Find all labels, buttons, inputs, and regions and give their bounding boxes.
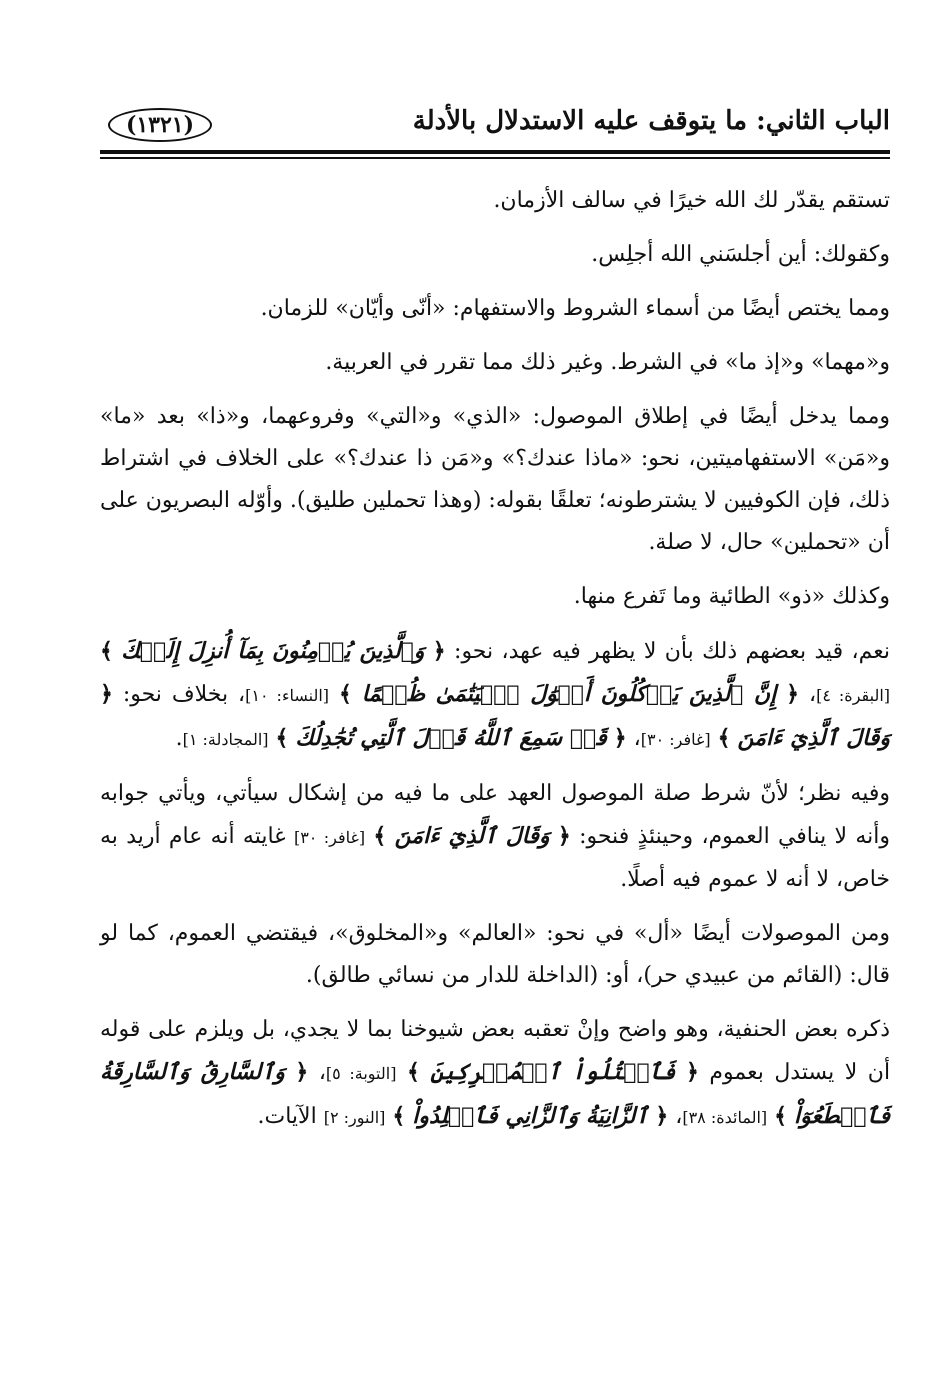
paragraph-10-text-before: ذكره بعض الحنفية، وهو واضح وإنْ تعقبه بعض شيوخنا بما لا يجدي، بل ويلزم على قوله أن لا يستدل بعموم: [100, 1017, 891, 1085]
verse-reference: [المائدة: ٣٨]: [682, 1108, 768, 1127]
chapter-title: الباب الثاني: ما يتوقف عليه الاستدلال بالأدلة: [412, 106, 890, 136]
ornate-bracket-open: ﴿: [613, 725, 627, 751]
ornate-bracket-close: ﴾: [717, 725, 731, 751]
ornate-bracket-open: ﴿: [432, 638, 446, 664]
paragraph-5: ومما يدخل أيضًا في إطلاق الموصول: «الذي» و«التي» وفروعهما، و«ذا» بعد «ما» و«مَن» الاستفهاميتين، نحو: «ماذا عندك؟» و«مَن ذا عندك؟» على الخلاف في اشتراط ذلك، فإن الكوفيين لا يشترطونه؛ تعلقًا بقوله: (وهذا تحملين طليق). وأوّله البصريون على أن «تحملين» حال، لا صلة.: [99, 404, 890, 555]
quran-verse: إِنَّ ٱلَّذِينَ يَأۡكُلُونَ أَمۡوَٰلَ ٱلۡيَتَٰمَىٰ ظُلۡمًا: [361, 681, 777, 707]
verse-reference: [المجادلة: ١]: [182, 730, 269, 749]
paragraph-8: [100, 773, 890, 901]
paragraph-7-text: نعم، قيد بعضهم ذلك بأن لا يظهر فيه عهد، نحو:: [454, 639, 890, 664]
verse-reference: [البقرة: ٤]: [816, 686, 891, 705]
quran-verse: وَٱلَّذِينَ يُؤۡمِنُونَ بِمَآ أُنزِلَ إِلَيۡكَ: [121, 638, 425, 664]
ornate-bracket-close: ﴾: [406, 1059, 420, 1085]
paragraph-10: ذكره بعض الحنفية، وهو واضح وإنْ تعقبه بعض شيوخنا بما لا يجدي، بل ويلزم على قوله أن لا يستدل بعموم ﴿ فَٱقۡتُلُواْ ٱلۡمُشۡرِكِينَ ﴾ [التوبة: ٥]، ﴿ وَٱلسَّارِقُ وَٱلسَّارِقَةُ فَٱقۡطَعُوٓاْ ﴾ [المائدة: ٣٨]، ﴿ ٱلزَّانِيَةُ وَٱلزَّانِي فَٱجۡلِدُواْ ﴾ [النور: ٢] الآيات.: [100, 1017, 891, 1129]
quran-verse: ٱلزَّانِيَةُ وَٱلزَّانِي فَٱجۡلِدُواْ: [412, 1103, 649, 1129]
paragraph-10-text-after: الآيات.: [257, 1104, 317, 1129]
header-rule-thick: [100, 150, 890, 154]
ornate-bracket-open: ﴿: [557, 823, 571, 849]
ornate-bracket-close: ﴾: [338, 681, 352, 707]
verse-reference: [غافر: ٣٠]: [293, 828, 366, 847]
quran-verse: قَدۡ سَمِعَ ٱللَّهُ قَوۡلَ ٱلَّتِي تُجَٰدِلُكَ: [295, 725, 607, 751]
ornate-bracket-open: ﴿: [685, 1059, 699, 1085]
body-text: [100, 180, 890, 1151]
verse-reference: [النور: ٢]: [323, 1108, 386, 1127]
verse-reference: [غافر: ٣٠]: [640, 730, 711, 749]
ornate-bracket-open: ﴿: [100, 681, 113, 707]
quran-verse: وَٱلسَّارِقُ وَٱلسَّارِقَةُ فَٱقۡطَعُوٓاْ: [100, 1059, 890, 1129]
paragraph-2: وكقولك: أين أجلسَني الله أجلِس.: [591, 242, 890, 267]
quran-verse: فَٱقۡتُلُواْ ٱلۡمُشۡرِكِينَ: [430, 1059, 676, 1085]
paragraph-1: تستقم يقدّر لك الله خيرًا في سالف الأزمان.: [493, 188, 890, 213]
paragraph-8-text-before: وفيه نظر؛ لأنّ شرط صلة الموصول العهد على ما فيه من إشكال سيأتي، ويأتي جوابه وأنه لا ينافي العموم، وحينئذٍ فنحو:: [100, 781, 891, 849]
header-rule-thin: [100, 157, 890, 159]
quran-verse: وَقَالَ ٱلَّذِيٓ ءَامَنَ: [737, 725, 890, 751]
ornate-bracket-close: ﴾: [100, 638, 113, 664]
page-header: [100, 100, 890, 150]
paragraph-6: وكذلك «ذو» الطائية وما تَفرع منها.: [573, 584, 890, 609]
ornate-bracket-open: ﴿: [786, 681, 800, 707]
ornate-bracket-close: ﴾: [392, 1103, 406, 1129]
ornate-bracket-close: ﴾: [275, 725, 289, 751]
page-number: (١٣٢١): [108, 108, 212, 142]
verse-reference: [النساء: ١٠]: [245, 686, 330, 705]
connector-text: ، بخلاف نحو:: [122, 682, 246, 707]
paragraph-4: و«مهما» و«إذ ما» في الشرط. وغير ذلك مما تقرر في العربية.: [325, 350, 890, 375]
ornate-bracket-close: ﴾: [774, 1103, 788, 1129]
verse-reference: [التوبة: ٥]: [325, 1064, 397, 1083]
paragraph-8-text-after: غايته أنه عام أريد به خاص، لا أنه لا عموم فيه أصلًا.: [100, 824, 890, 892]
quran-verse: وَقَالَ ٱلَّذِيٓ ءَامَنَ: [394, 823, 550, 849]
ornate-bracket-open: ﴿: [295, 1059, 309, 1085]
paragraph-7: نعم، قيد بعضهم ذلك بأن لا يظهر فيه عهد، نحو: ﴿ وَٱلَّذِينَ يُؤۡمِنُونَ بِمَآ أُنزِلَ إِلَيۡكَ ﴾ [البقرة: ٤]، ﴿ إِنَّ ٱلَّذِينَ يَأۡكُلُونَ أَمۡوَٰلَ ٱلۡيَتَٰمَىٰ ظُلۡمًا ﴾ [النساء: ١٠]، بخلاف نحو: ﴿ وَقَالَ ٱلَّذِيٓ ءَامَنَ ﴾ [غافر: ٣٠]، ﴿ قَدۡ سَمِعَ ٱللَّهُ قَوۡلَ ٱلَّتِي تُجَٰدِلُكَ ﴾ [المجادلة: ١].: [100, 638, 891, 751]
paragraph-9: ومن الموصولات أيضًا «أل» في نحو: «العالم» و«المخلوق»، فيقتضي العموم، كما لو قال: (القائم من عبيدي حر)، أو: (الداخلة للدار من نسائي طالق).: [100, 921, 890, 988]
ornate-bracket-open: ﴿: [655, 1103, 669, 1129]
ornate-bracket-close: ﴾: [373, 823, 387, 849]
paragraph-3: ومما يختص أيضًا من أسماء الشروط والاستفهام: «أنّى وأيّان» للزمان.: [260, 296, 890, 321]
